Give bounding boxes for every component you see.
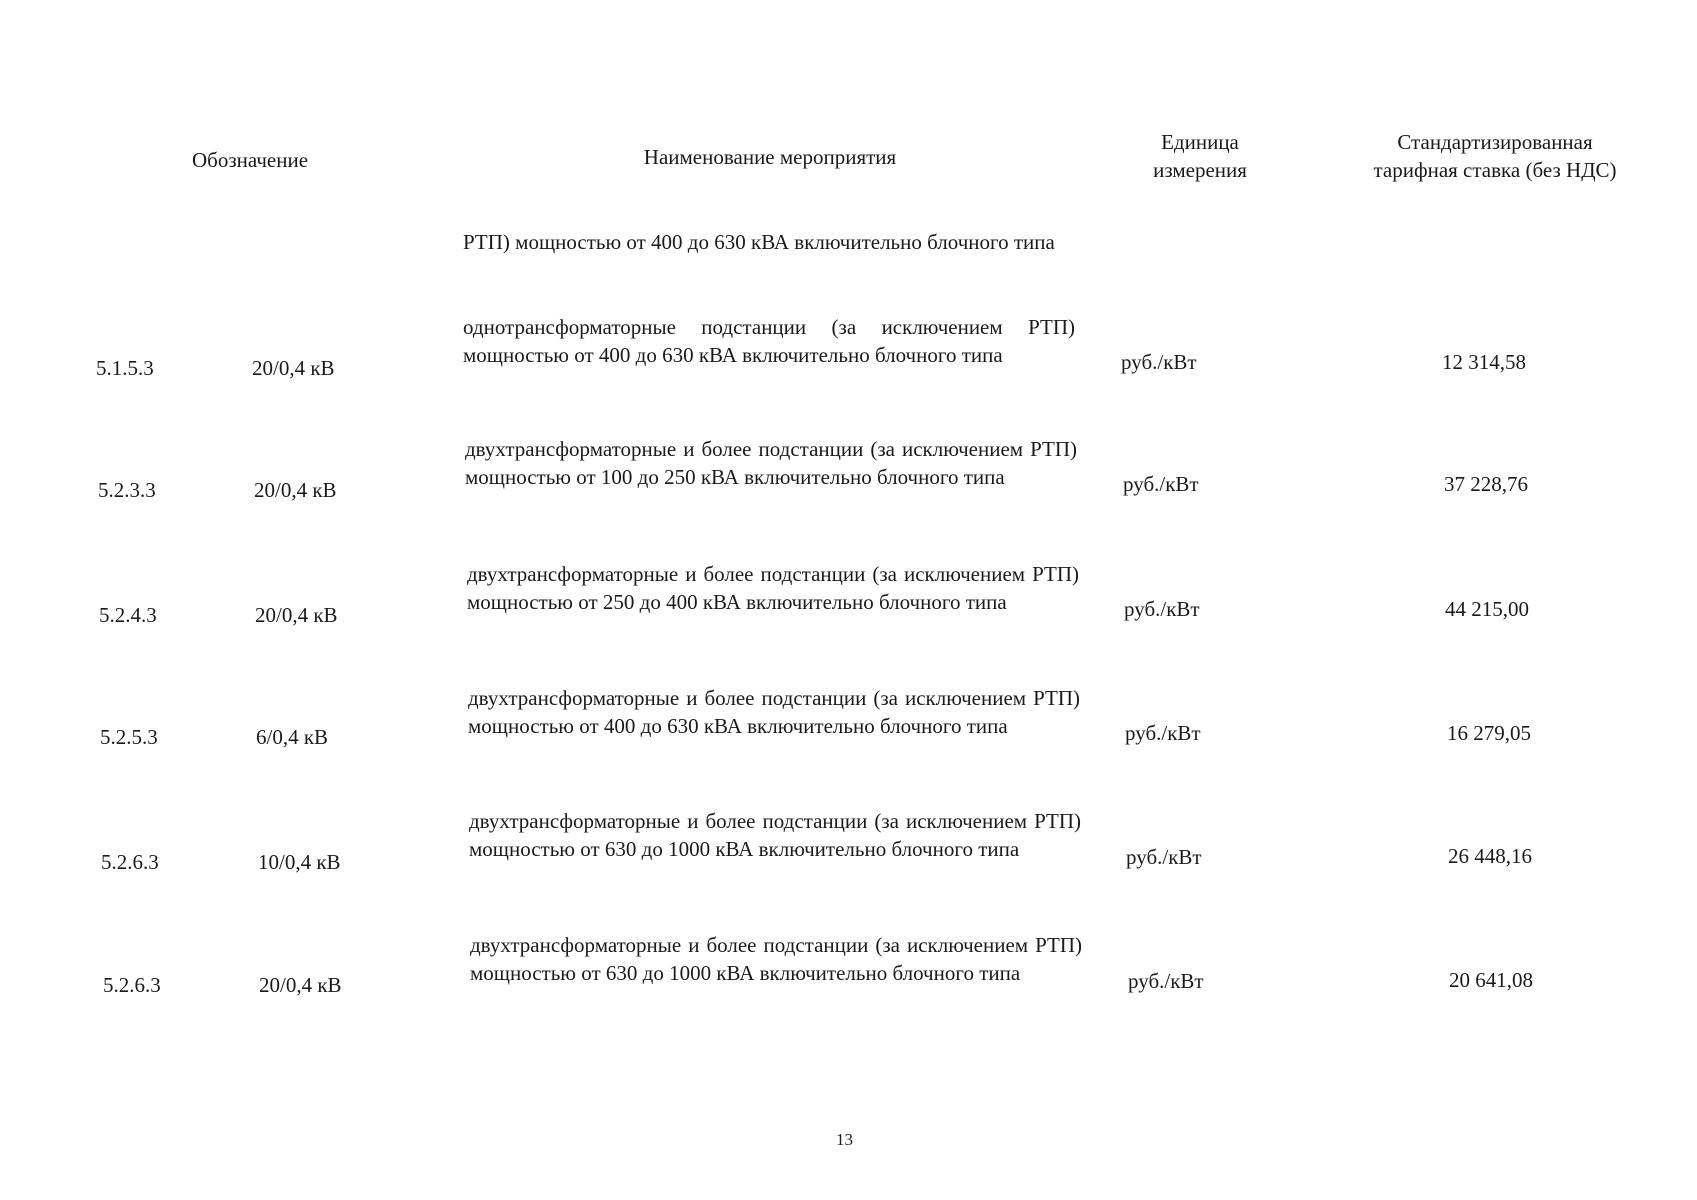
row-description: однотрансформаторные подстанции (за исключением РТП) мощностью от 400 до 630 кВА включительно блочного типа (463, 315, 1075, 367)
row-rate: 20 641,08 (1449, 968, 1533, 992)
row-voltage: 20/0,4 кВ (259, 973, 342, 997)
row-code: 5.2.6.3 (101, 850, 159, 874)
row-unit: руб./кВт (1126, 845, 1202, 869)
row-unit: руб./кВт (1125, 721, 1201, 745)
row-rate: 12 314,58 (1442, 350, 1526, 374)
row-code: 5.2.4.3 (99, 603, 157, 627)
row-voltage: 20/0,4 кВ (254, 478, 337, 502)
header-activity-name: Наименование мероприятия (643, 145, 897, 169)
row-rate: 16 279,05 (1447, 721, 1531, 745)
row-description: двухтрансформаторные и более подстанции (за исключением РТП) мощностью от 630 до 1000 кВА включительно блочного типа (469, 809, 1081, 861)
row-code: 5.2.3.3 (98, 478, 156, 502)
row-voltage: 6/0,4 кВ (256, 725, 329, 749)
row-unit: руб./кВт (1121, 350, 1197, 374)
header-unit: Единица измерения (1153, 130, 1247, 182)
row-description: двухтрансформаторные и более подстанции (за исключением РТП) мощностью от 100 до 250 кВА включительно блочного типа (465, 437, 1077, 489)
row-rate: 37 228,76 (1444, 472, 1528, 496)
row-description: двухтрансформаторные и более подстанции (за исключением РТП) мощностью от 400 до 630 кВА включительно блочного типа (468, 686, 1080, 738)
row-code: 5.2.6.3 (103, 973, 161, 997)
row-voltage: 20/0,4 кВ (255, 603, 338, 627)
row-voltage: 20/0,4 кВ (252, 356, 335, 380)
row-unit: руб./кВт (1124, 597, 1200, 621)
continuation-text: РТП) мощностью от 400 до 630 кВА включительно блочного типа (463, 230, 1055, 254)
page-number: 13 (836, 1130, 853, 1149)
row-rate: 44 215,00 (1445, 597, 1529, 621)
row-rate: 26 448,16 (1448, 844, 1532, 868)
header-designation: Обозначение (191, 148, 309, 172)
header-rate: Стандартизированная тарифная ставка (без НДС) (1373, 130, 1617, 182)
row-unit: руб./кВт (1128, 969, 1204, 993)
row-code: 5.2.5.3 (100, 725, 158, 749)
row-voltage: 10/0,4 кВ (258, 850, 341, 874)
row-code: 5.1.5.3 (96, 356, 154, 380)
row-description: двухтрансформаторные и более подстанции (за исключением РТП) мощностью от 630 до 1000 кВА включительно блочного типа (470, 933, 1082, 985)
row-description: двухтрансформаторные и более подстанции (за исключением РТП) мощностью от 250 до 400 кВА включительно блочного типа (467, 562, 1079, 614)
row-unit: руб./кВт (1123, 472, 1199, 496)
